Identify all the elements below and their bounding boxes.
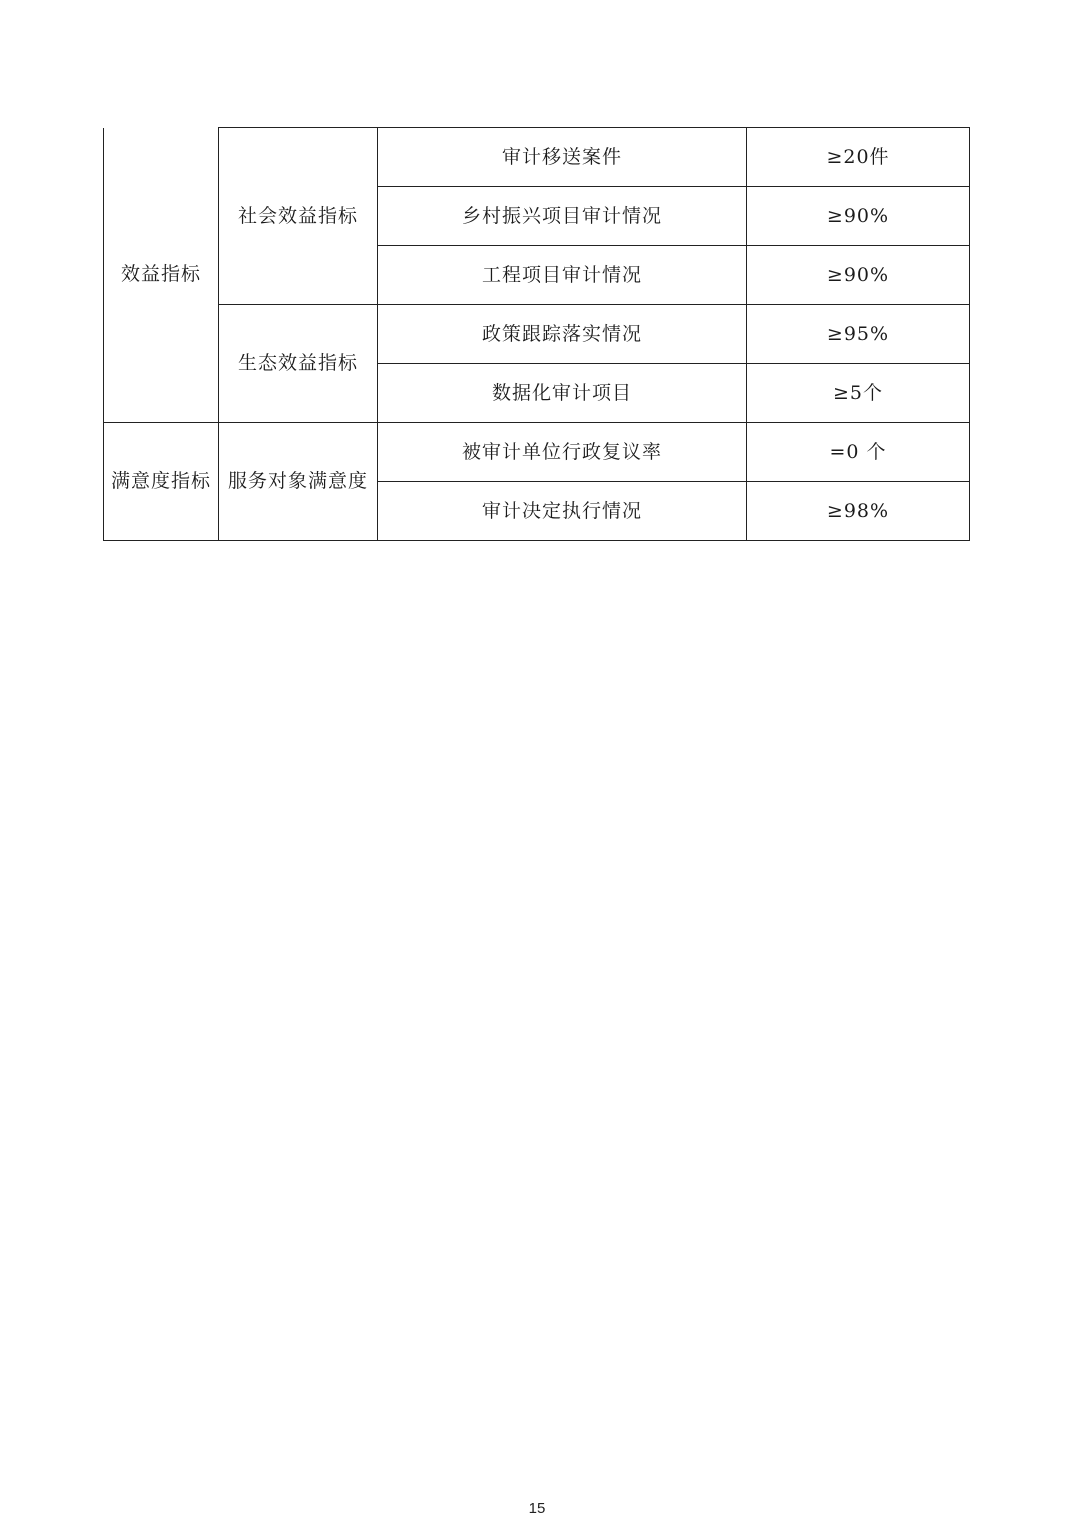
- table-row: [104, 305, 970, 364]
- indicator-value-cell: ≥90%: [747, 187, 970, 246]
- indicator-cell: 工程项目审计情况: [378, 246, 747, 305]
- level2-indicator-cell: 生态效益指标: [219, 305, 378, 423]
- level2-indicator-cell: 服务对象满意度: [219, 423, 378, 541]
- indicator-value-cell: ≥95%: [747, 305, 970, 364]
- indicator-cell: 乡村振兴项目审计情况: [378, 187, 747, 246]
- indicator-value-cell: ≥5个: [747, 364, 970, 423]
- level1-indicator-cell: 满意度指标: [104, 423, 219, 541]
- indicator-value-cell: ≥98%: [747, 482, 970, 541]
- indicator-value-cell: ≥90%: [747, 246, 970, 305]
- indicator-cell: 审计移送案件: [378, 128, 747, 187]
- indicator-cell: 数据化审计项目: [378, 364, 747, 423]
- indicator-value-cell: =0 个: [747, 423, 970, 482]
- page-number: 15: [528, 1500, 546, 1517]
- indicator-cell: 被审计单位行政复议率: [378, 423, 747, 482]
- table-row: [104, 128, 970, 187]
- table-row: [104, 423, 970, 482]
- indicator-cell: 政策跟踪落实情况: [378, 305, 747, 364]
- indicator-cell: 审计决定执行情况: [378, 482, 747, 541]
- level2-indicator-cell: 社会效益指标: [219, 128, 378, 305]
- indicator-value-cell: ≥20件: [747, 128, 970, 187]
- performance-indicator-table: [103, 127, 970, 541]
- level1-indicator-cell: 效益指标: [104, 128, 219, 423]
